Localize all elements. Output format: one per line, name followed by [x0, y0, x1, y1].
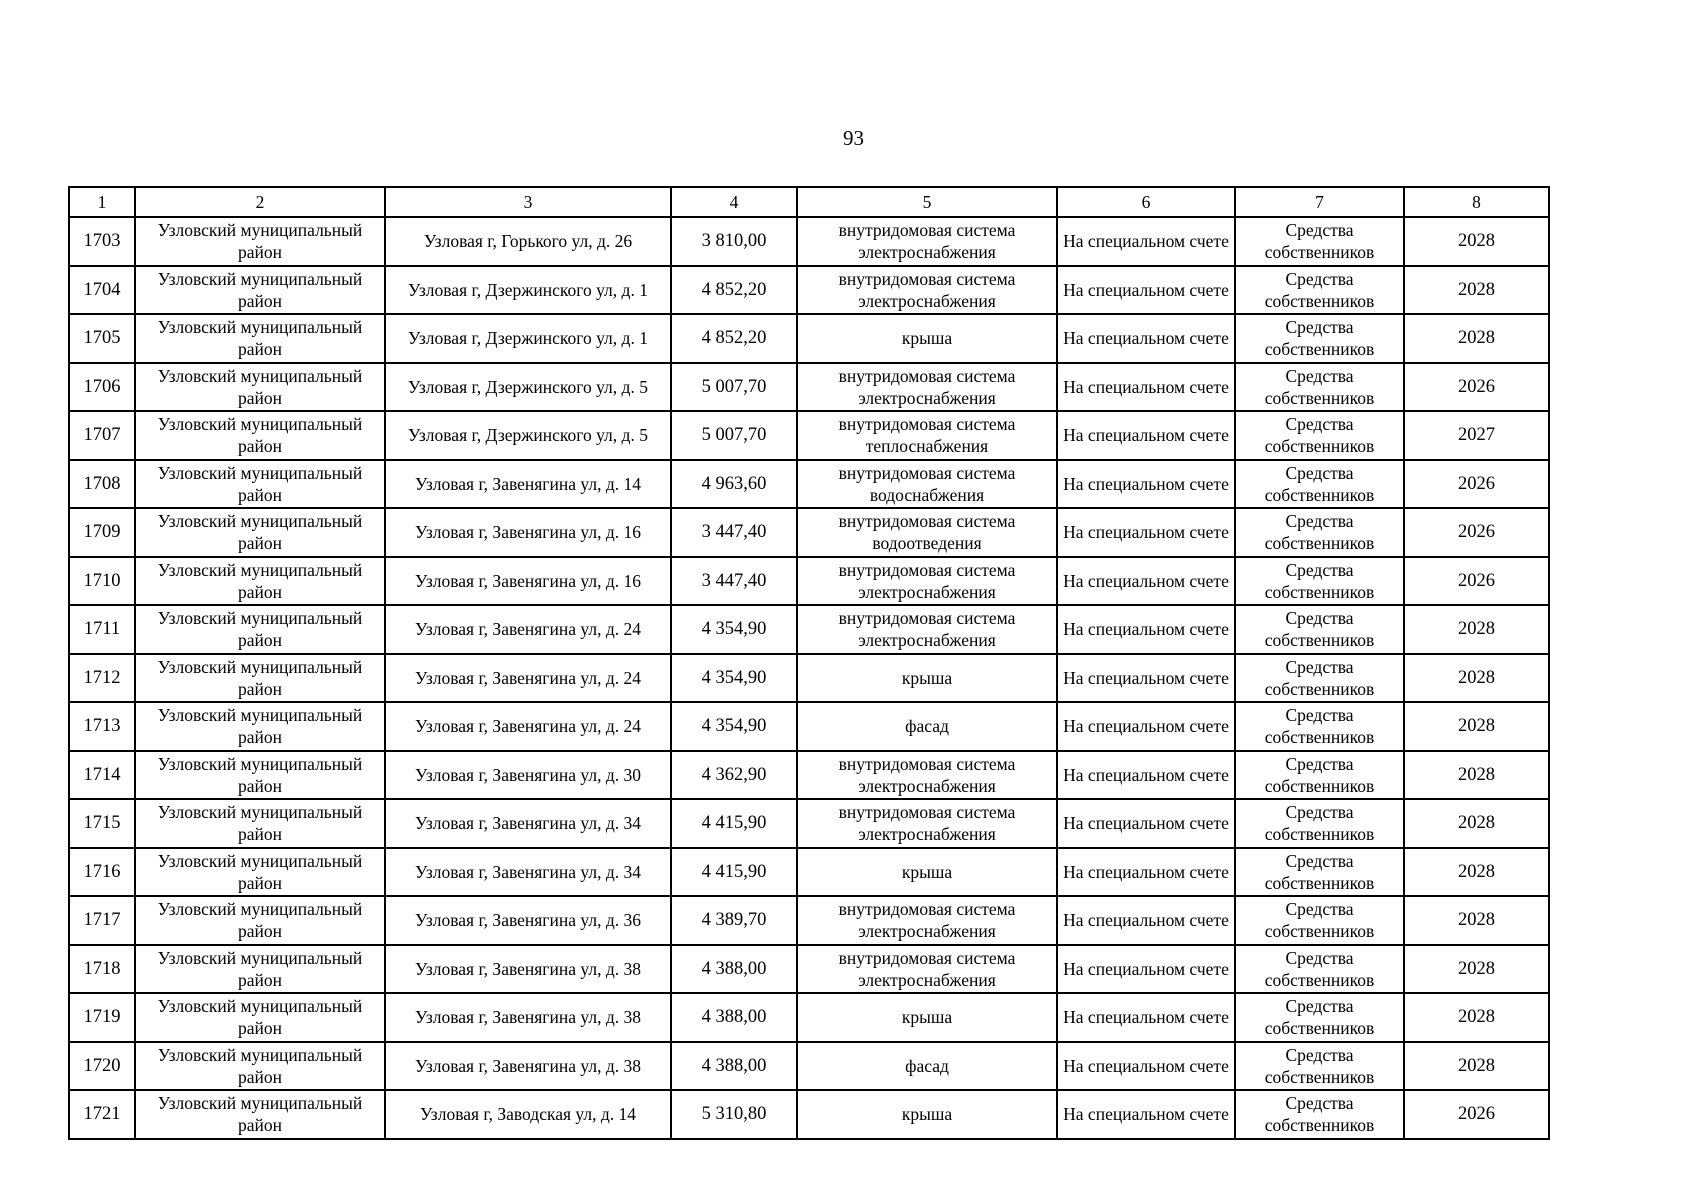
area-cell: 4 389,70	[671, 896, 797, 945]
district-cell: Узловский муниципальный район	[135, 363, 385, 412]
address-cell: Узловая г, Дзержинского ул, д. 1	[385, 314, 671, 363]
address-cell: Узловая г, Завенягина ул, д. 34	[385, 799, 671, 848]
district-cell: Узловский муниципальный район	[135, 266, 385, 315]
repair-work-cell: крыша	[797, 993, 1057, 1042]
table-row	[69, 751, 1549, 800]
district-cell: Узловский муниципальный район	[135, 848, 385, 897]
row-number-cell: 1720	[69, 1042, 135, 1091]
repair-work-cell: внутридомовая система электроснабжения	[797, 217, 1057, 266]
year-cell: 2028	[1404, 993, 1549, 1042]
repair-work-cell: крыша	[797, 314, 1057, 363]
table-row	[69, 605, 1549, 654]
column-header: 2	[135, 187, 385, 217]
address-cell: Узловая г, Завенягина ул, д. 14	[385, 460, 671, 509]
fund-account-cell: На специальном счете	[1057, 460, 1235, 509]
area-cell: 4 852,20	[671, 266, 797, 315]
repair-work-cell: внутридомовая система водоснабжения	[797, 460, 1057, 509]
column-header: 8	[1404, 187, 1549, 217]
address-cell: Узловая г, Завенягина ул, д. 38	[385, 1042, 671, 1091]
capital-repair-table	[68, 186, 1550, 1140]
area-cell: 3 810,00	[671, 217, 797, 266]
funding-source-cell: Средства собственников	[1235, 363, 1404, 412]
repair-work-cell: внутридомовая система электроснабжения	[797, 799, 1057, 848]
column-header: 5	[797, 187, 1057, 217]
table-row	[69, 945, 1549, 994]
row-number-cell: 1706	[69, 363, 135, 412]
area-cell: 4 354,90	[671, 702, 797, 751]
district-cell: Узловский муниципальный район	[135, 896, 385, 945]
column-header: 4	[671, 187, 797, 217]
year-cell: 2028	[1404, 1042, 1549, 1091]
area-cell: 5 007,70	[671, 363, 797, 412]
year-cell: 2028	[1404, 799, 1549, 848]
row-number-cell: 1714	[69, 751, 135, 800]
row-number-cell: 1719	[69, 993, 135, 1042]
fund-account-cell: На специальном счете	[1057, 266, 1235, 315]
repair-work-cell: фасад	[797, 1042, 1057, 1091]
repair-work-cell: внутридомовая система водоотведения	[797, 508, 1057, 557]
year-cell: 2026	[1404, 460, 1549, 509]
area-cell: 4 963,60	[671, 460, 797, 509]
district-cell: Узловский муниципальный район	[135, 314, 385, 363]
fund-account-cell: На специальном счете	[1057, 848, 1235, 897]
funding-source-cell: Средства собственников	[1235, 1042, 1404, 1091]
address-cell: Узловая г, Заводская ул, д. 14	[385, 1090, 671, 1139]
column-header: 7	[1235, 187, 1404, 217]
repair-work-cell: внутридомовая система электроснабжения	[797, 605, 1057, 654]
address-cell: Узловая г, Завенягина ул, д. 38	[385, 945, 671, 994]
funding-source-cell: Средства собственников	[1235, 266, 1404, 315]
table-row	[69, 1042, 1549, 1091]
district-cell: Узловский муниципальный район	[135, 654, 385, 703]
row-number-cell: 1704	[69, 266, 135, 315]
repair-work-cell: крыша	[797, 654, 1057, 703]
column-header: 3	[385, 187, 671, 217]
year-cell: 2026	[1404, 508, 1549, 557]
year-cell: 2028	[1404, 848, 1549, 897]
fund-account-cell: На специальном счете	[1057, 508, 1235, 557]
year-cell: 2028	[1404, 217, 1549, 266]
funding-source-cell: Средства собственников	[1235, 896, 1404, 945]
district-cell: Узловский муниципальный район	[135, 460, 385, 509]
table-row	[69, 460, 1549, 509]
district-cell: Узловский муниципальный район	[135, 411, 385, 460]
address-cell: Узловая г, Завенягина ул, д. 38	[385, 993, 671, 1042]
address-cell: Узловая г, Завенягина ул, д. 36	[385, 896, 671, 945]
district-cell: Узловский муниципальный район	[135, 945, 385, 994]
fund-account-cell: На специальном счете	[1057, 751, 1235, 800]
funding-source-cell: Средства собственников	[1235, 993, 1404, 1042]
year-cell: 2028	[1404, 654, 1549, 703]
district-cell: Узловский муниципальный район	[135, 508, 385, 557]
repair-work-cell: фасад	[797, 702, 1057, 751]
funding-source-cell: Средства собственников	[1235, 945, 1404, 994]
district-cell: Узловский муниципальный район	[135, 217, 385, 266]
table-row	[69, 848, 1549, 897]
repair-work-cell: внутридомовая система электроснабжения	[797, 751, 1057, 800]
row-number-cell: 1715	[69, 799, 135, 848]
table-row	[69, 993, 1549, 1042]
funding-source-cell: Средства собственников	[1235, 1090, 1404, 1139]
fund-account-cell: На специальном счете	[1057, 654, 1235, 703]
fund-account-cell: На специальном счете	[1057, 1042, 1235, 1091]
year-cell: 2028	[1404, 751, 1549, 800]
area-cell: 4 388,00	[671, 1042, 797, 1091]
funding-source-cell: Средства собственников	[1235, 314, 1404, 363]
table-row	[69, 1090, 1549, 1139]
repair-work-cell: внутридомовая система теплоснабжения	[797, 411, 1057, 460]
fund-account-cell: На специальном счете	[1057, 314, 1235, 363]
fund-account-cell: На специальном счете	[1057, 702, 1235, 751]
row-number-cell: 1711	[69, 605, 135, 654]
table-row	[69, 799, 1549, 848]
year-cell: 2026	[1404, 557, 1549, 606]
year-cell: 2027	[1404, 411, 1549, 460]
year-cell: 2028	[1404, 605, 1549, 654]
funding-source-cell: Средства собственников	[1235, 557, 1404, 606]
area-cell: 4 852,20	[671, 314, 797, 363]
area-cell: 4 388,00	[671, 945, 797, 994]
area-cell: 4 354,90	[671, 605, 797, 654]
table-row	[69, 314, 1549, 363]
table-row	[69, 508, 1549, 557]
address-cell: Узловая г, Горького ул, д. 26	[385, 217, 671, 266]
district-cell: Узловский муниципальный район	[135, 702, 385, 751]
repair-work-cell: внутридомовая система электроснабжения	[797, 896, 1057, 945]
row-number-cell: 1709	[69, 508, 135, 557]
row-number-cell: 1703	[69, 217, 135, 266]
year-cell: 2028	[1404, 702, 1549, 751]
row-number-cell: 1717	[69, 896, 135, 945]
fund-account-cell: На специальном счете	[1057, 896, 1235, 945]
year-cell: 2028	[1404, 314, 1549, 363]
area-cell: 3 447,40	[671, 557, 797, 606]
address-cell: Узловая г, Завенягина ул, д. 34	[385, 848, 671, 897]
row-number-cell: 1708	[69, 460, 135, 509]
repair-work-cell: крыша	[797, 848, 1057, 897]
table-row	[69, 702, 1549, 751]
table-row	[69, 896, 1549, 945]
table-row	[69, 557, 1549, 606]
year-cell: 2026	[1404, 1090, 1549, 1139]
row-number-cell: 1718	[69, 945, 135, 994]
fund-account-cell: На специальном счете	[1057, 605, 1235, 654]
table-row	[69, 266, 1549, 315]
address-cell: Узловая г, Завенягина ул, д. 24	[385, 702, 671, 751]
funding-source-cell: Средства собственников	[1235, 799, 1404, 848]
fund-account-cell: На специальном счете	[1057, 411, 1235, 460]
year-cell: 2026	[1404, 363, 1549, 412]
area-cell: 4 415,90	[671, 848, 797, 897]
area-cell: 4 354,90	[671, 654, 797, 703]
funding-source-cell: Средства собственников	[1235, 751, 1404, 800]
row-number-cell: 1710	[69, 557, 135, 606]
year-cell: 2028	[1404, 896, 1549, 945]
funding-source-cell: Средства собственников	[1235, 411, 1404, 460]
address-cell: Узловая г, Дзержинского ул, д. 5	[385, 363, 671, 412]
repair-work-cell: внутридомовая система электроснабжения	[797, 945, 1057, 994]
address-cell: Узловая г, Завенягина ул, д. 24	[385, 654, 671, 703]
district-cell: Узловский муниципальный район	[135, 557, 385, 606]
fund-account-cell: На специальном счете	[1057, 945, 1235, 994]
row-number-cell: 1707	[69, 411, 135, 460]
fund-account-cell: На специальном счете	[1057, 993, 1235, 1042]
column-number-header-row	[69, 187, 1549, 217]
table-row	[69, 411, 1549, 460]
funding-source-cell: Средства собственников	[1235, 460, 1404, 509]
fund-account-cell: На специальном счете	[1057, 799, 1235, 848]
row-number-cell: 1705	[69, 314, 135, 363]
table-body	[69, 217, 1549, 1139]
row-number-cell: 1716	[69, 848, 135, 897]
address-cell: Узловая г, Дзержинского ул, д. 5	[385, 411, 671, 460]
row-number-cell: 1713	[69, 702, 135, 751]
funding-source-cell: Средства собственников	[1235, 848, 1404, 897]
address-cell: Узловая г, Завенягина ул, д. 16	[385, 557, 671, 606]
year-cell: 2028	[1404, 945, 1549, 994]
fund-account-cell: На специальном счете	[1057, 363, 1235, 412]
district-cell: Узловский муниципальный район	[135, 605, 385, 654]
funding-source-cell: Средства собственников	[1235, 702, 1404, 751]
funding-source-cell: Средства собственников	[1235, 654, 1404, 703]
district-cell: Узловский муниципальный район	[135, 751, 385, 800]
repair-work-cell: крыша	[797, 1090, 1057, 1139]
funding-source-cell: Средства собственников	[1235, 605, 1404, 654]
address-cell: Узловая г, Завенягина ул, д. 30	[385, 751, 671, 800]
funding-source-cell: Средства собственников	[1235, 508, 1404, 557]
address-cell: Узловая г, Завенягина ул, д. 24	[385, 605, 671, 654]
address-cell: Узловая г, Завенягина ул, д. 16	[385, 508, 671, 557]
area-cell: 4 362,90	[671, 751, 797, 800]
area-cell: 4 388,00	[671, 993, 797, 1042]
district-cell: Узловский муниципальный район	[135, 993, 385, 1042]
table-row	[69, 363, 1549, 412]
column-header: 6	[1057, 187, 1235, 217]
district-cell: Узловский муниципальный район	[135, 799, 385, 848]
repair-work-cell: внутридомовая система электроснабжения	[797, 266, 1057, 315]
repair-work-cell: внутридомовая система электроснабжения	[797, 363, 1057, 412]
funding-source-cell: Средства собственников	[1235, 217, 1404, 266]
table-row	[69, 654, 1549, 703]
area-cell: 5 007,70	[671, 411, 797, 460]
district-cell: Узловский муниципальный район	[135, 1042, 385, 1091]
fund-account-cell: На специальном счете	[1057, 557, 1235, 606]
area-cell: 5 310,80	[671, 1090, 797, 1139]
area-cell: 3 447,40	[671, 508, 797, 557]
repair-work-cell: внутридомовая система электроснабжения	[797, 557, 1057, 606]
year-cell: 2028	[1404, 266, 1549, 315]
district-cell: Узловский муниципальный район	[135, 1090, 385, 1139]
fund-account-cell: На специальном счете	[1057, 217, 1235, 266]
area-cell: 4 415,90	[671, 799, 797, 848]
row-number-cell: 1721	[69, 1090, 135, 1139]
address-cell: Узловая г, Дзержинского ул, д. 1	[385, 266, 671, 315]
fund-account-cell: На специальном счете	[1057, 1090, 1235, 1139]
column-header: 1	[69, 187, 135, 217]
row-number-cell: 1712	[69, 654, 135, 703]
page-number: 93	[843, 126, 864, 150]
table-row	[69, 217, 1549, 266]
